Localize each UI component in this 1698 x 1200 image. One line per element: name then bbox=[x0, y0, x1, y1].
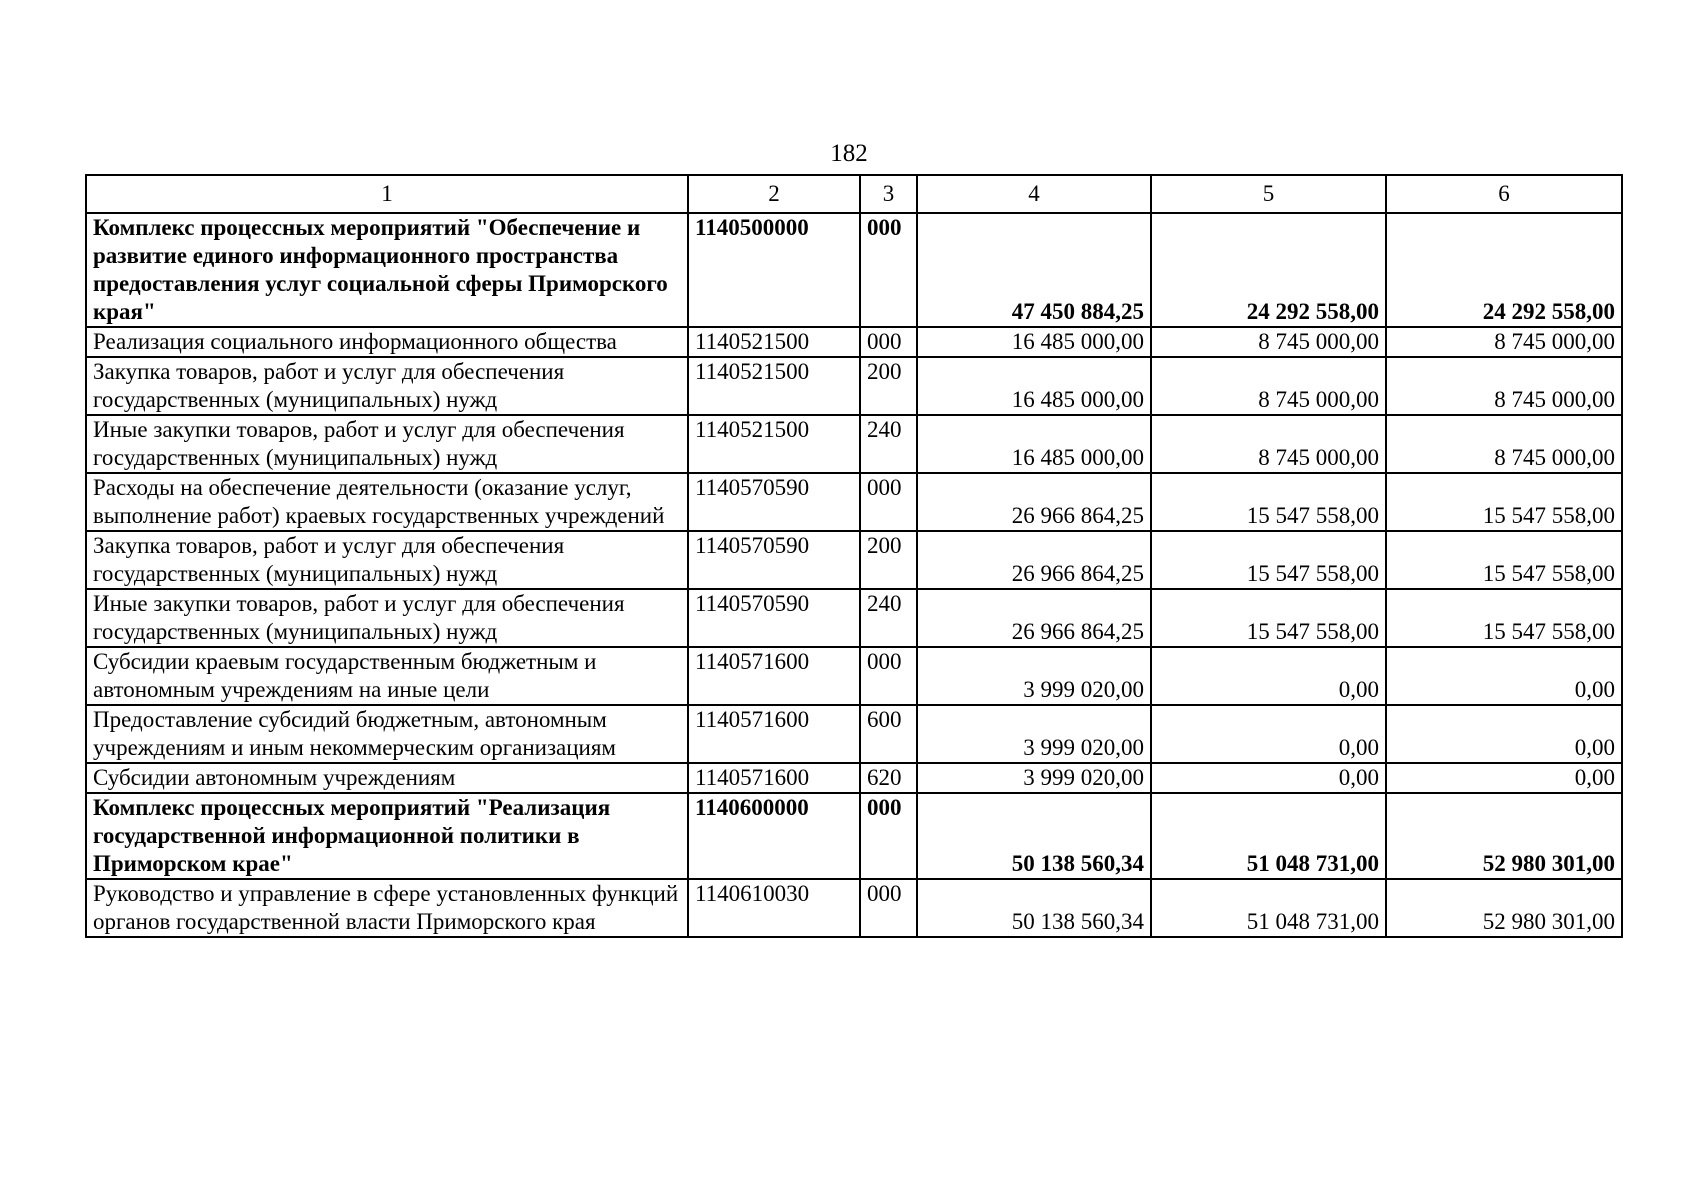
row-name: Расходы на обеспечение деятельности (оказание услуг, выполнение работ) краевых государственных учреждений bbox=[86, 473, 688, 531]
row-value-6: 52 980 301,00 bbox=[1386, 793, 1622, 879]
column-header-5: 5 bbox=[1151, 175, 1386, 213]
row-name: Руководство и управление в сфере установленных функций органов государственной власти Приморского края bbox=[86, 879, 688, 937]
row-code: 1140571600 bbox=[688, 705, 860, 763]
row-type: 000 bbox=[860, 793, 917, 879]
row-type: 000 bbox=[860, 213, 917, 327]
row-value-4: 3 999 020,00 bbox=[917, 705, 1151, 763]
row-name: Реализация социального информационного общества bbox=[86, 327, 688, 357]
row-value-4: 26 966 864,25 bbox=[917, 531, 1151, 589]
row-value-5: 8 745 000,00 bbox=[1151, 327, 1386, 357]
row-value-4: 16 485 000,00 bbox=[917, 327, 1151, 357]
row-value-5: 51 048 731,00 bbox=[1151, 793, 1386, 879]
row-name: Комплекс процессных мероприятий "Обеспечение и развитие единого информационного пространства предоставления услуг социальной сферы Приморского края" bbox=[86, 213, 688, 327]
row-code: 1140521500 bbox=[688, 357, 860, 415]
row-value-4: 16 485 000,00 bbox=[917, 357, 1151, 415]
row-value-6: 15 547 558,00 bbox=[1386, 589, 1622, 647]
column-header-2: 2 bbox=[688, 175, 860, 213]
row-name: Иные закупки товаров, работ и услуг для обеспечения государственных (муниципальных) нужд bbox=[86, 415, 688, 473]
row-type: 240 bbox=[860, 589, 917, 647]
row-name: Предоставление субсидий бюджетным, автономным учреждениям и иным некоммерческим организациям bbox=[86, 705, 688, 763]
table-row bbox=[86, 213, 1622, 327]
row-value-6: 0,00 bbox=[1386, 647, 1622, 705]
row-type: 200 bbox=[860, 357, 917, 415]
row-value-6: 15 547 558,00 bbox=[1386, 531, 1622, 589]
column-header-4: 4 bbox=[917, 175, 1151, 213]
row-code: 1140570590 bbox=[688, 531, 860, 589]
table-row bbox=[86, 879, 1622, 937]
row-code: 1140521500 bbox=[688, 327, 860, 357]
page-number: 182 bbox=[830, 140, 868, 167]
row-value-5: 0,00 bbox=[1151, 763, 1386, 793]
row-value-4: 50 138 560,34 bbox=[917, 793, 1151, 879]
row-code: 1140570590 bbox=[688, 473, 860, 531]
table-row bbox=[86, 705, 1622, 763]
row-value-6: 0,00 bbox=[1386, 763, 1622, 793]
table-row bbox=[86, 647, 1622, 705]
row-code: 1140571600 bbox=[688, 763, 860, 793]
row-type: 240 bbox=[860, 415, 917, 473]
column-header-3: 3 bbox=[860, 175, 917, 213]
row-value-5: 8 745 000,00 bbox=[1151, 415, 1386, 473]
row-value-6: 0,00 bbox=[1386, 705, 1622, 763]
table-row bbox=[86, 415, 1622, 473]
row-type: 000 bbox=[860, 879, 917, 937]
row-value-5: 15 547 558,00 bbox=[1151, 589, 1386, 647]
row-value-5: 15 547 558,00 bbox=[1151, 473, 1386, 531]
row-code: 1140521500 bbox=[688, 415, 860, 473]
budget-table bbox=[85, 174, 1623, 938]
row-value-5: 0,00 bbox=[1151, 647, 1386, 705]
row-name: Закупка товаров, работ и услуг для обеспечения государственных (муниципальных) нужд bbox=[86, 531, 688, 589]
table-row bbox=[86, 473, 1622, 531]
row-name: Закупка товаров, работ и услуг для обеспечения государственных (муниципальных) нужд bbox=[86, 357, 688, 415]
row-value-5: 15 547 558,00 bbox=[1151, 531, 1386, 589]
table-row bbox=[86, 763, 1622, 793]
row-value-4: 47 450 884,25 bbox=[917, 213, 1151, 327]
row-code: 1140500000 bbox=[688, 213, 860, 327]
row-type: 200 bbox=[860, 531, 917, 589]
row-name: Комплекс процессных мероприятий "Реализация государственной информационной политики в Приморском крае" bbox=[86, 793, 688, 879]
row-type: 000 bbox=[860, 647, 917, 705]
table-row bbox=[86, 589, 1622, 647]
row-value-6: 15 547 558,00 bbox=[1386, 473, 1622, 531]
row-value-5: 24 292 558,00 bbox=[1151, 213, 1386, 327]
row-code: 1140600000 bbox=[688, 793, 860, 879]
row-value-4: 3 999 020,00 bbox=[917, 763, 1151, 793]
row-type: 000 bbox=[860, 327, 917, 357]
row-value-6: 52 980 301,00 bbox=[1386, 879, 1622, 937]
row-type: 600 bbox=[860, 705, 917, 763]
row-name: Иные закупки товаров, работ и услуг для обеспечения государственных (муниципальных) нужд bbox=[86, 589, 688, 647]
row-value-4: 16 485 000,00 bbox=[917, 415, 1151, 473]
table-row bbox=[86, 357, 1622, 415]
row-value-6: 8 745 000,00 bbox=[1386, 357, 1622, 415]
row-value-6: 24 292 558,00 bbox=[1386, 213, 1622, 327]
row-value-4: 26 966 864,25 bbox=[917, 473, 1151, 531]
row-code: 1140570590 bbox=[688, 589, 860, 647]
column-header-1: 1 bbox=[86, 175, 688, 213]
row-name: Субсидии автономным учреждениям bbox=[86, 763, 688, 793]
row-type: 620 bbox=[860, 763, 917, 793]
row-name: Субсидии краевым государственным бюджетным и автономным учреждениям на иные цели bbox=[86, 647, 688, 705]
table-row bbox=[86, 531, 1622, 589]
row-value-6: 8 745 000,00 bbox=[1386, 415, 1622, 473]
row-value-4: 50 138 560,34 bbox=[917, 879, 1151, 937]
table-row bbox=[86, 327, 1622, 357]
row-code: 1140610030 bbox=[688, 879, 860, 937]
table-row bbox=[86, 793, 1622, 879]
table-body bbox=[86, 213, 1622, 937]
row-value-4: 3 999 020,00 bbox=[917, 647, 1151, 705]
row-value-4: 26 966 864,25 bbox=[917, 589, 1151, 647]
table-header-row bbox=[86, 175, 1622, 213]
column-header-6: 6 bbox=[1386, 175, 1622, 213]
row-value-5: 0,00 bbox=[1151, 705, 1386, 763]
row-code: 1140571600 bbox=[688, 647, 860, 705]
row-value-6: 8 745 000,00 bbox=[1386, 327, 1622, 357]
row-value-5: 51 048 731,00 bbox=[1151, 879, 1386, 937]
row-type: 000 bbox=[860, 473, 917, 531]
row-value-5: 8 745 000,00 bbox=[1151, 357, 1386, 415]
